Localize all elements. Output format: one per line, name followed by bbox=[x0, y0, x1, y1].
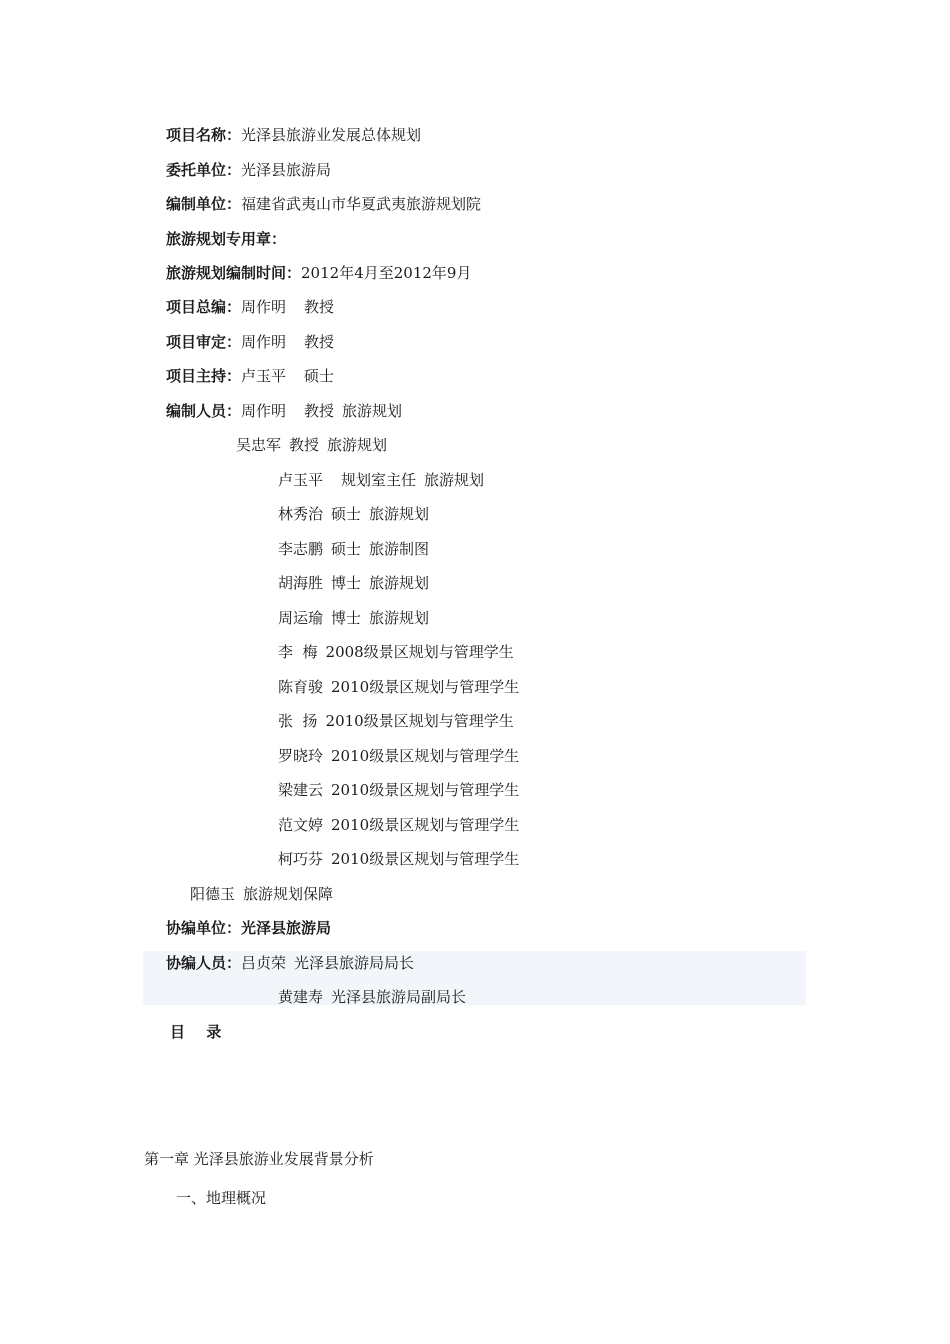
reviewer-line bbox=[166, 332, 334, 352]
staff-role: 旅游规划 bbox=[369, 609, 430, 627]
staff-line-9 bbox=[278, 711, 514, 731]
staff-name: 李志鹏 bbox=[278, 540, 324, 558]
staff-title: 2010级景区规划与管理学生 bbox=[325, 712, 514, 730]
reviewer-title: 教授 bbox=[304, 333, 335, 351]
staff-line-12 bbox=[278, 815, 519, 835]
staff-name: 阳德玉 bbox=[190, 885, 236, 903]
chief-editor-line bbox=[166, 297, 334, 317]
staff-line-7 bbox=[278, 642, 514, 662]
seal-label: 旅游规划专用章： bbox=[166, 230, 287, 248]
staff-line-8 bbox=[278, 677, 519, 697]
reviewer-label: 项目审定： bbox=[166, 333, 242, 351]
staff-title: 教授 bbox=[304, 402, 335, 420]
staff-name: 卢玉平 bbox=[278, 471, 324, 489]
client-line bbox=[166, 160, 331, 180]
project-name-value: 光泽县旅游业发展总体规划 bbox=[241, 126, 422, 144]
period-value: 2012年4月至2012年9月 bbox=[301, 264, 472, 282]
compiler-line bbox=[166, 194, 481, 214]
staff-title: 2010级景区规划与管理学生 bbox=[331, 850, 520, 868]
period-line bbox=[166, 263, 471, 283]
chief-editor-name: 周作明 bbox=[241, 298, 287, 316]
co-staff-line-1 bbox=[278, 987, 466, 1007]
staff-line-3 bbox=[278, 504, 429, 524]
staff-line-6 bbox=[278, 608, 429, 628]
reviewer-name: 周作明 bbox=[241, 333, 287, 351]
staff-role: 旅游规划 bbox=[327, 436, 388, 454]
staff-name: 张 扬 bbox=[278, 712, 318, 730]
host-line bbox=[166, 366, 334, 386]
staff-role: 旅游规划 bbox=[424, 471, 485, 489]
staff-title: 2008级景区规划与管理学生 bbox=[325, 643, 514, 661]
staff-line-0 bbox=[166, 401, 402, 421]
staff-line-14 bbox=[190, 884, 333, 904]
co-staff-label: 协编人员： bbox=[166, 954, 242, 972]
staff-name: 李 梅 bbox=[278, 643, 318, 661]
staff-title: 2010级景区规划与管理学生 bbox=[331, 678, 520, 696]
chief-editor-title: 教授 bbox=[304, 298, 335, 316]
co-staff-name: 黄建寿 bbox=[278, 988, 324, 1006]
co-org-label: 协编单位： bbox=[166, 919, 242, 937]
seal-line bbox=[166, 229, 286, 249]
staff-title: 规划室主任 bbox=[341, 471, 417, 489]
staff-name: 胡海胜 bbox=[278, 574, 324, 592]
staff-line-11 bbox=[278, 780, 519, 800]
staff-line-1 bbox=[236, 435, 387, 455]
staff-line-10 bbox=[278, 746, 519, 766]
staff-name: 林秀治 bbox=[278, 505, 324, 523]
staff-title: 2010级景区规划与管理学生 bbox=[331, 781, 520, 799]
compiler-label: 编制单位： bbox=[166, 195, 242, 213]
staff-role: 旅游规划保障 bbox=[243, 885, 334, 903]
section-1-title: 一、地理概况 bbox=[176, 1189, 267, 1207]
staff-title: 2010级景区规划与管理学生 bbox=[331, 816, 520, 834]
host-label: 项目主持： bbox=[166, 367, 242, 385]
project-name-line bbox=[166, 125, 421, 145]
co-org-value: 光泽县旅游局 bbox=[241, 919, 332, 937]
co-staff-line-0 bbox=[166, 953, 414, 973]
staff-line-5 bbox=[278, 573, 429, 593]
staff-name: 范文婷 bbox=[278, 816, 324, 834]
compiler-value: 福建省武夷山市华夏武夷旅游规划院 bbox=[241, 195, 482, 213]
staff-name: 周作明 bbox=[241, 402, 287, 420]
period-label: 旅游规划编制时间： bbox=[166, 264, 302, 282]
staff-name: 罗晓玲 bbox=[278, 747, 324, 765]
host-title: 硕士 bbox=[304, 367, 335, 385]
chapter-1-title: 第一章 光泽县旅游业发展背景分析 bbox=[144, 1150, 374, 1168]
staff-name: 吴忠军 bbox=[236, 436, 282, 454]
client-value: 光泽县旅游局 bbox=[241, 161, 332, 179]
staff-title: 教授 bbox=[289, 436, 320, 454]
staff-name: 柯巧芬 bbox=[278, 850, 324, 868]
staff-name: 周运瑜 bbox=[278, 609, 324, 627]
chief-editor-label: 项目总编： bbox=[166, 298, 242, 316]
client-label: 委托单位： bbox=[166, 161, 242, 179]
co-staff-title: 光泽县旅游局局长 bbox=[294, 954, 415, 972]
staff-title: 2010级景区规划与管理学生 bbox=[331, 747, 520, 765]
staff-title: 硕士 bbox=[331, 505, 362, 523]
co-staff-title: 光泽县旅游局副局长 bbox=[331, 988, 467, 1006]
staff-role: 旅游规划 bbox=[342, 402, 403, 420]
staff-line-4 bbox=[278, 539, 429, 559]
co-org-line bbox=[166, 918, 331, 938]
staff-role: 旅游规划 bbox=[369, 574, 430, 592]
staff-label: 编制人员： bbox=[166, 402, 242, 420]
staff-role: 旅游制图 bbox=[369, 540, 430, 558]
staff-line-2 bbox=[278, 470, 484, 490]
staff-title: 硕士 bbox=[331, 540, 362, 558]
staff-title: 博士 bbox=[331, 609, 362, 627]
staff-name: 梁建云 bbox=[278, 781, 324, 799]
staff-title: 博士 bbox=[331, 574, 362, 592]
toc-title: 目 录 bbox=[170, 1023, 230, 1041]
co-staff-name: 吕贞荣 bbox=[241, 954, 287, 972]
staff-name: 陈育骏 bbox=[278, 678, 324, 696]
host-name: 卢玉平 bbox=[241, 367, 287, 385]
staff-role: 旅游规划 bbox=[369, 505, 430, 523]
staff-line-13 bbox=[278, 849, 519, 869]
project-name-label: 项目名称： bbox=[166, 126, 242, 144]
